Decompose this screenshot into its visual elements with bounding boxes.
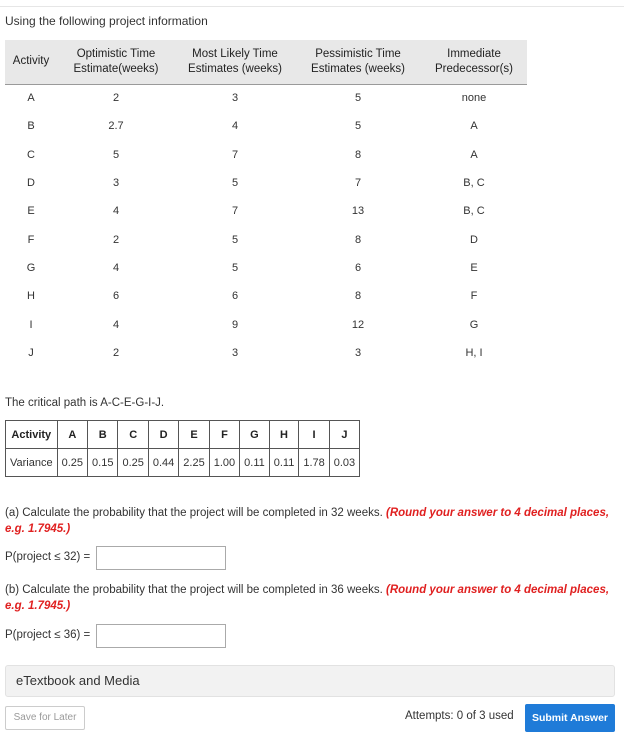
cell-most-likely: 5 xyxy=(231,233,239,246)
cell-predecessor: H, I xyxy=(465,346,483,359)
variance-activity-cell: J xyxy=(329,421,359,449)
top-divider xyxy=(0,6,624,7)
table-row xyxy=(5,169,527,197)
cell-most-likely: 5 xyxy=(231,177,239,190)
submit-answer-button[interactable]: Submit Answer xyxy=(525,704,615,732)
cell-predecessor: G xyxy=(469,318,479,331)
variance-value-cell: 0.25 xyxy=(118,449,148,477)
variance-value-cell: 0.44 xyxy=(148,449,178,477)
cell-activity: A xyxy=(27,92,35,105)
variance-value-cell: 0.11 xyxy=(269,449,299,477)
cell-predecessor: E xyxy=(470,261,478,274)
variance-value-cell: 0.15 xyxy=(88,449,118,477)
variance-value-cell: 0.03 xyxy=(329,449,359,477)
intro-text: Using the following project information xyxy=(5,14,208,28)
cell-pessimistic: 6 xyxy=(354,261,362,274)
variance-activity-cell: F xyxy=(209,421,239,449)
table-row xyxy=(5,339,527,367)
variance-value-cell: 1.00 xyxy=(209,449,239,477)
table-row xyxy=(5,254,527,282)
table-row xyxy=(5,197,527,225)
variance-activity-row xyxy=(6,421,360,449)
attempts-counter: Attempts: 0 of 3 used xyxy=(405,710,514,722)
cell-most-likely: 3 xyxy=(231,92,239,105)
cell-activity: I xyxy=(29,318,33,331)
cell-pessimistic: 5 xyxy=(354,120,362,133)
answer-b-label: P(project ≤ 36) = xyxy=(5,629,91,641)
variance-activity-cell: E xyxy=(179,421,209,449)
variance-activity-cell: A xyxy=(57,421,87,449)
variance-value-cell: 0.25 xyxy=(57,449,87,477)
cell-most-likely: 9 xyxy=(231,318,239,331)
cell-predecessor: B, C xyxy=(463,205,485,218)
question-a xyxy=(5,505,615,537)
variance-activity-cell: I xyxy=(299,421,329,449)
project-table xyxy=(5,40,527,367)
answer-a-input[interactable] xyxy=(96,546,226,570)
cell-predecessor: B, C xyxy=(463,177,485,190)
cell-predecessor: none xyxy=(461,92,487,105)
cell-pessimistic: 7 xyxy=(354,177,362,190)
cell-pessimistic: 13 xyxy=(351,205,365,218)
header-activity: Activity xyxy=(5,40,57,84)
cell-pessimistic: 8 xyxy=(354,290,362,303)
table-row xyxy=(5,225,527,253)
cell-activity: G xyxy=(26,261,36,274)
cell-activity: E xyxy=(27,205,35,218)
question-b-hint: (Round your answer to 4 decimal places, e.g. 1.7945.) xyxy=(5,584,610,612)
cell-pessimistic: 3 xyxy=(354,346,362,359)
cell-activity: D xyxy=(27,177,35,190)
cell-pessimistic: 8 xyxy=(354,148,362,161)
variance-activity-cell: C xyxy=(118,421,148,449)
cell-optimistic: 3 xyxy=(112,177,120,190)
cell-optimistic: 2 xyxy=(112,92,120,105)
question-a-hint: (Round your answer to 4 decimal places, e.g. 1.7945.) xyxy=(5,507,610,535)
variance-value-cell: 0.11 xyxy=(240,449,270,477)
cell-most-likely: 6 xyxy=(231,290,239,303)
variance-label: Variance xyxy=(6,449,58,477)
cell-activity: C xyxy=(27,148,35,161)
cell-optimistic: 4 xyxy=(112,318,120,331)
table-row xyxy=(5,282,527,310)
variance-activity-label: Activity xyxy=(6,421,58,449)
variance-activity-cell: H xyxy=(269,421,299,449)
cell-predecessor: D xyxy=(470,233,478,246)
question-b xyxy=(5,582,615,614)
cell-pessimistic: 8 xyxy=(354,233,362,246)
variance-value-row xyxy=(6,449,360,477)
table-row xyxy=(5,84,527,112)
cell-activity: B xyxy=(27,120,35,133)
cell-most-likely: 4 xyxy=(231,120,239,133)
cell-activity: J xyxy=(28,346,34,359)
critical-path-text: The critical path is A-C-E-G-I-J. xyxy=(5,397,165,409)
header-predecessor: Immediate Predecessor(s) xyxy=(421,40,527,84)
cell-most-likely: 7 xyxy=(231,205,239,218)
variance-activity-cell: D xyxy=(148,421,178,449)
cell-predecessor: A xyxy=(470,148,478,161)
header-most-likely: Most Likely Time Estimates (weeks) xyxy=(175,40,295,84)
project-table-header xyxy=(5,40,527,84)
variance-table xyxy=(5,420,360,477)
variance-value-cell: 2.25 xyxy=(179,449,209,477)
cell-most-likely: 3 xyxy=(231,346,239,359)
answer-b-input[interactable] xyxy=(96,624,226,648)
question-a-text: (a) Calculate the probability that the project will be completed in 32 weeks. xyxy=(5,507,383,519)
save-for-later-button[interactable]: Save for Later xyxy=(5,706,85,730)
table-row xyxy=(5,310,527,338)
header-pessimistic: Pessimistic Time Estimates (weeks) xyxy=(295,40,421,84)
cell-most-likely: 7 xyxy=(231,148,239,161)
cell-optimistic: 2.7 xyxy=(108,120,124,133)
cell-optimistic: 2 xyxy=(112,346,120,359)
table-row xyxy=(5,112,527,140)
cell-predecessor: F xyxy=(470,290,478,303)
answer-a-label: P(project ≤ 32) = xyxy=(5,551,91,563)
cell-most-likely: 5 xyxy=(231,261,239,274)
cell-optimistic: 4 xyxy=(112,205,120,218)
cell-optimistic: 5 xyxy=(112,148,120,161)
etextbook-media-panel[interactable]: eTextbook and Media xyxy=(5,665,615,697)
cell-predecessor: A xyxy=(470,120,478,133)
cell-activity: F xyxy=(27,233,35,246)
variance-activity-cell: G xyxy=(240,421,270,449)
cell-optimistic: 6 xyxy=(112,290,120,303)
cell-optimistic: 2 xyxy=(112,233,120,246)
cell-activity: H xyxy=(27,290,35,303)
variance-value-cell: 1.78 xyxy=(299,449,329,477)
header-optimistic: Optimistic Time Estimate(weeks) xyxy=(57,40,175,84)
cell-optimistic: 4 xyxy=(112,261,120,274)
cell-pessimistic: 12 xyxy=(351,318,365,331)
question-b-text: (b) Calculate the probability that the project will be completed in 36 weeks. xyxy=(5,584,383,596)
variance-activity-cell: B xyxy=(88,421,118,449)
table-row xyxy=(5,141,527,169)
cell-pessimistic: 5 xyxy=(354,92,362,105)
